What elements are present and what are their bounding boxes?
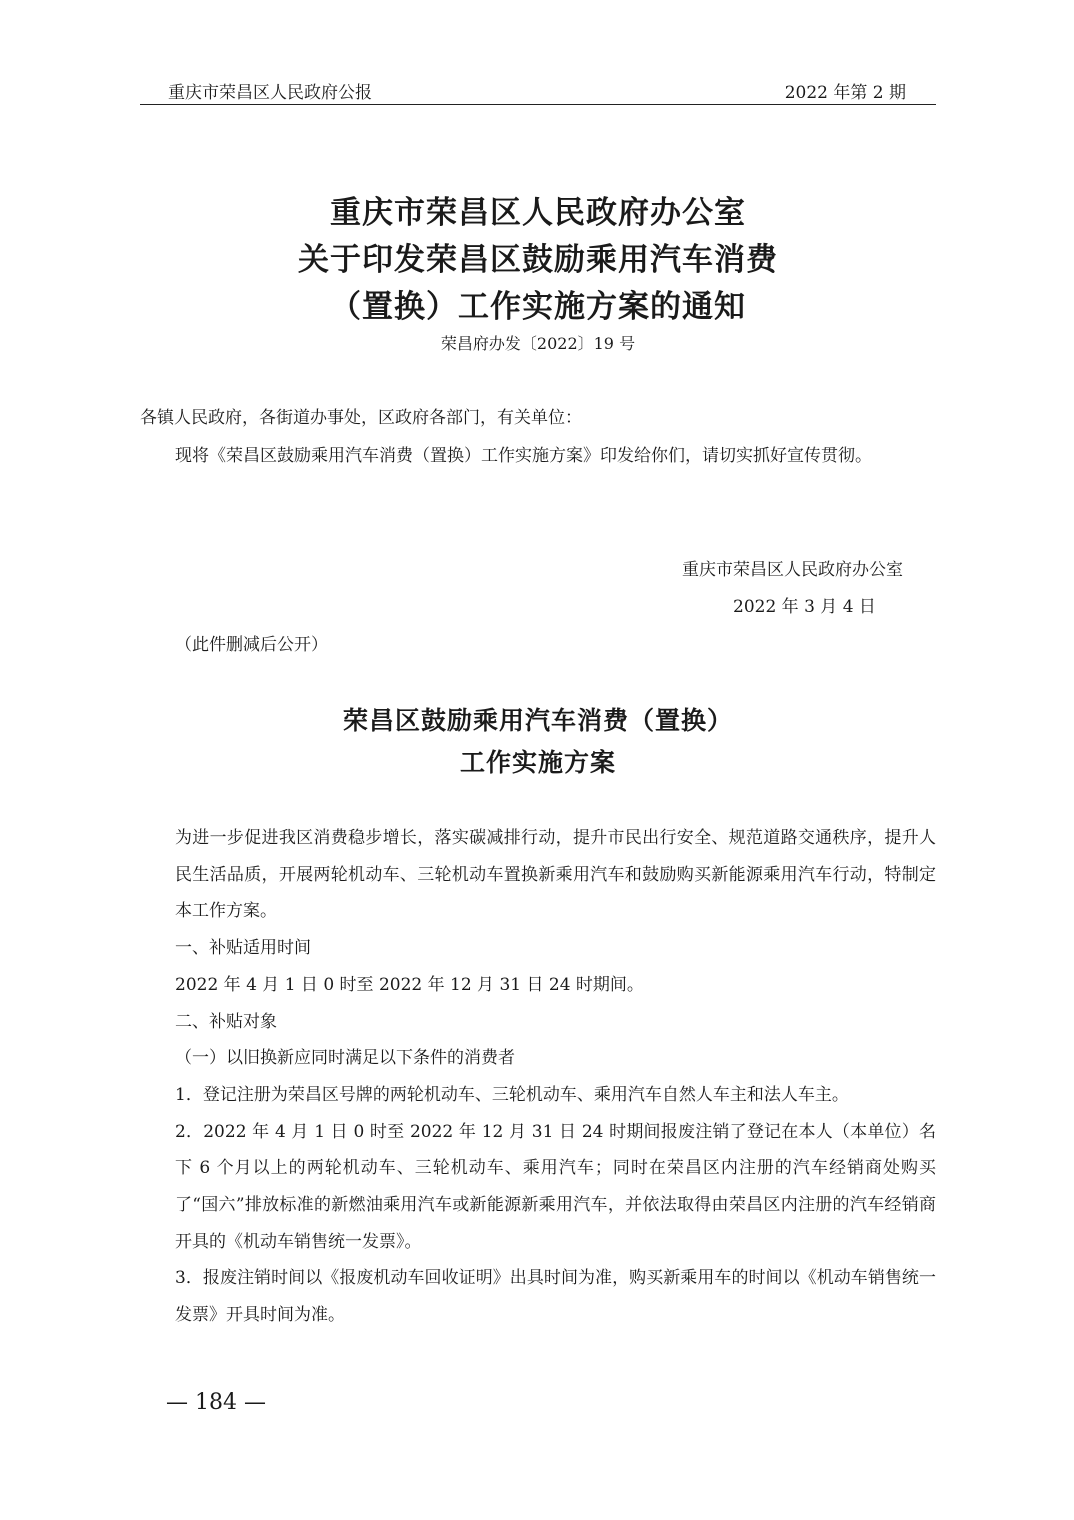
section-heading: 二、补贴对象 bbox=[175, 1011, 277, 1032]
plan-title-block bbox=[140, 700, 936, 784]
publication-name: 重庆市荣昌区人民政府公报 bbox=[168, 83, 372, 103]
notice-title-block bbox=[140, 190, 936, 357]
subsection-heading: （一）以旧换新应同时满足以下条件的消费者 bbox=[175, 1048, 515, 1069]
plan-paragraph: 为进一步促进我区消费稳步增长，落实碳减排行动，提升市民出行安全、规范道路交通秩序，提升人民生活品质，开展两轮机动车、三轮机动车置换新乘用汽车和鼓励购买新能源乘用汽车行动，特制定本工作方案。 bbox=[175, 828, 936, 922]
plan-title-line: 工作实施方案 bbox=[459, 748, 616, 777]
notice-body: 现将《荣昌区鼓励乘用汽车消费（置换）工作实施方案》印发给你们，请切实抓好宣传贯彻。 bbox=[175, 446, 872, 466]
page-header bbox=[140, 72, 936, 105]
plan-paragraph: 3．报废注销时间以《报废机动车回收证明》出具时间为准，购买新乘用车的时间以《机动车销售统一发票》开具时间为准。 bbox=[175, 1268, 936, 1326]
notice-title-line: 重庆市荣昌区人民政府办公室 bbox=[330, 195, 746, 231]
issue-number: 2022 年第 2 期 bbox=[784, 83, 906, 103]
plan-title-line: 荣昌区鼓励乘用汽车消费（置换） bbox=[342, 706, 733, 735]
section-heading: 一、补贴适用时间 bbox=[175, 938, 311, 959]
disclosure-note: （此件删减后公开） bbox=[175, 635, 328, 655]
notice-title-line: （置换）工作实施方案的通知 bbox=[330, 289, 746, 325]
plan-paragraph: 2．2022 年 4 月 1 日 0 时至 2022 年 12 月 31 日 24 时期间报废注销了登记在本人（本单位）名下 6 个月以上的两轮机动车、三轮机动车、乘用汽车；同时在荣昌区内注册的汽车经销商处购买了“国六”排放标准的新燃油乘用汽车或新能源新乘用汽车，并依法取得由荣昌区内注册的汽车经销商开具的《机动车销售统一发票》。 bbox=[175, 1121, 936, 1252]
signer: 重庆市荣昌区人民政府办公室 bbox=[682, 560, 903, 580]
page-number: — 184 — bbox=[166, 1390, 266, 1415]
salutation: 各镇人民政府，各街道办事处，区政府各部门，有关单位： bbox=[140, 408, 582, 428]
notice-title-line: 关于印发荣昌区鼓励乘用汽车消费 bbox=[298, 242, 778, 278]
plan-paragraph: 1．登记注册为荣昌区号牌的两轮机动车、三轮机动车、乘用汽车自然人车主和法人车主。 bbox=[175, 1084, 849, 1105]
plan-body bbox=[140, 820, 936, 1334]
plan-paragraph: 2022 年 4 月 1 日 0 时至 2022 年 12 月 31 日 24 时期间。 bbox=[175, 974, 644, 995]
document-number: 荣昌府办发〔2022〕19 号 bbox=[440, 334, 636, 353]
signing-date: 2022 年 3 月 4 日 bbox=[733, 597, 876, 617]
